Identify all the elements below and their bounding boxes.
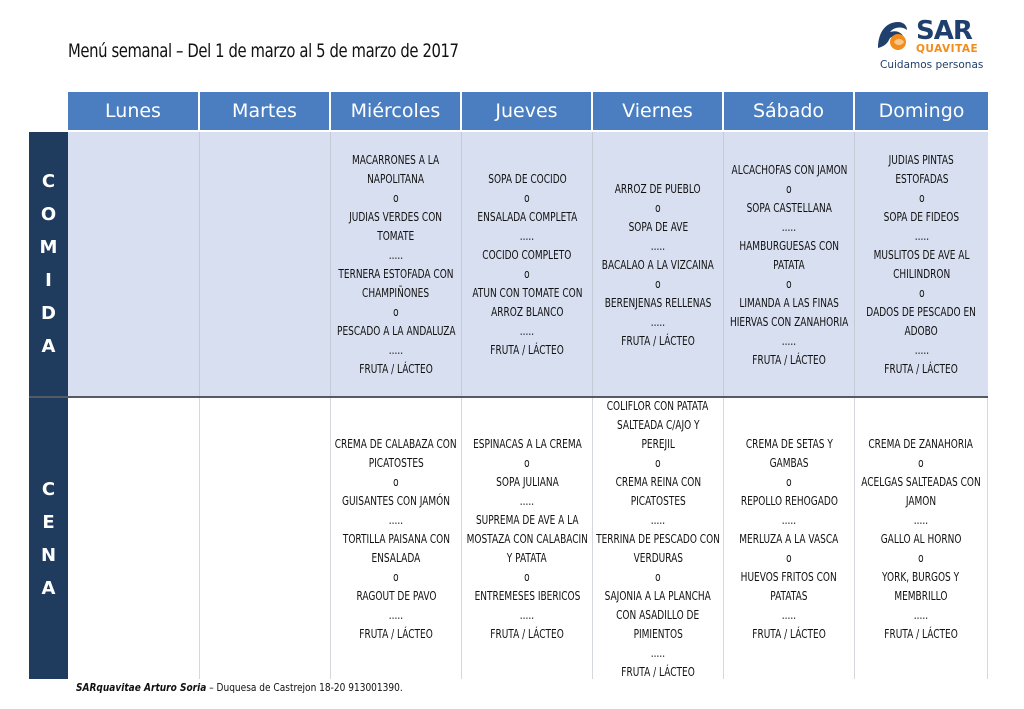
menu-line: ..... <box>781 512 797 527</box>
menu-line: PESCADO A LA ANDALUZA <box>336 323 456 338</box>
menu-line: REPOLLO REHOGADO <box>740 493 838 508</box>
cena-cell-miércoles <box>331 398 462 679</box>
menu-line: o <box>918 550 924 565</box>
menu-line: JAMON <box>905 493 937 508</box>
comida-letter: D <box>41 303 56 324</box>
cena-cell-viernes <box>593 398 724 679</box>
menu-line: ENTREMESES IBERICOS <box>474 588 580 603</box>
menu-line: LIMANDA A LAS FINAS <box>739 294 839 310</box>
comida-letter: C <box>41 171 56 192</box>
menu-line: CREMA DE CALABAZA CON <box>335 436 457 451</box>
day-header-4: Viernes <box>593 92 724 130</box>
cena-cell-sábado <box>724 398 855 679</box>
menu-line: GALLO AL HORNO <box>880 531 962 546</box>
menu-line: CHILINDRON <box>892 266 951 281</box>
menu-line: MUSLITOS DE AVE AL <box>873 247 970 262</box>
menu-line: ..... <box>388 247 404 262</box>
menu-line: JUDIAS PINTAS <box>888 152 955 167</box>
menu-line: BACALAO A LA VIZCAINA <box>601 256 715 272</box>
menu-line: o <box>393 569 399 584</box>
menu-line: ..... <box>781 218 797 234</box>
cena-cell-martes <box>200 398 331 679</box>
menu-line: SOPA JULIANA <box>495 474 559 489</box>
menu-line: FRUTA / LÁCTEO <box>490 342 564 357</box>
menu-line: ENSALADA <box>371 550 421 565</box>
menu-line: o <box>655 569 661 584</box>
day-header-6: Domingo <box>855 92 988 130</box>
menu-line: ..... <box>388 607 404 622</box>
comida-cell-martes <box>200 132 331 396</box>
menu-line: ENSALADA COMPLETA <box>477 209 577 224</box>
menu-line: GUISANTES CON JAMÓN <box>342 493 450 508</box>
menu-line: ..... <box>781 607 797 622</box>
menu-line: PICATOSTES <box>630 493 686 508</box>
menu-line: NAPOLITANA <box>367 171 425 186</box>
menu-line: COCIDO COMPLETO <box>482 247 572 262</box>
menu-line: ACELGAS SALTEADAS CON <box>861 474 981 489</box>
menu-line: o <box>524 266 530 281</box>
menu-line: FRUTA / LÁCTEO <box>752 626 826 641</box>
menu-line: o <box>786 474 792 489</box>
menu-line: TERNERA ESTOFADA CON <box>338 266 454 281</box>
menu-line: TORTILLA PAISANA CON <box>342 531 450 546</box>
menu-line: ..... <box>519 493 535 508</box>
menu-line: SOPA DE FIDEOS <box>883 209 960 224</box>
logo-wordmark: SAR <box>916 16 972 46</box>
menu-line: HUEVOS FRITOS CON <box>740 569 838 584</box>
menu-line: ESTOFADAS <box>894 171 949 186</box>
menu-line: ATUN CON TOMATE CON <box>471 285 583 300</box>
menu-line: FRUTA / LÁCTEO <box>621 664 695 679</box>
menu-line: CREMA REINA CON <box>615 474 701 489</box>
menu-line: RAGOUT DE PAVO <box>356 588 436 603</box>
comida-letter: A <box>41 336 56 357</box>
comida-cell-sábado <box>724 132 855 396</box>
menu-line: o <box>918 455 924 470</box>
menu-line: FRUTA / LÁCTEO <box>884 626 958 641</box>
menu-line: FRUTA / LÁCTEO <box>359 361 433 376</box>
menu-line: SAJONIA A LA PLANCHA <box>604 588 712 603</box>
menu-line: ESPINACAS A LA CREMA <box>472 436 582 451</box>
comida-cell-lunes <box>68 132 200 396</box>
day-header-5: Sábado <box>724 92 855 130</box>
comida-letter: M <box>39 237 58 258</box>
day-header-3: Jueves <box>462 92 593 130</box>
menu-line: DADOS DE PESCADO EN <box>866 304 977 319</box>
menu-line: FRUTA / LÁCTEO <box>359 626 433 641</box>
cena-cell-domingo <box>855 398 988 679</box>
menu-line: ARROZ BLANCO <box>490 304 564 319</box>
menu-line: ..... <box>650 512 666 527</box>
day-header-0: Lunes <box>68 92 200 130</box>
cena-letter: C <box>41 478 56 500</box>
menu-line: PICATOSTES <box>368 455 424 470</box>
menu-line: PEREJIL <box>641 436 675 451</box>
menu-line: o <box>524 190 530 205</box>
menu-line: o <box>918 190 925 205</box>
menu-line: HIERVAS CON ZANAHORIA <box>729 313 849 329</box>
comida-cell-viernes <box>593 132 724 396</box>
footer-center-name: SARquavitae Arturo Soria <box>76 681 207 694</box>
menu-line: ..... <box>650 237 666 253</box>
menu-line: ADOBO <box>904 323 939 338</box>
menu-line: CREMA DE SETAS Y <box>745 436 833 451</box>
day-header-2: Miércoles <box>331 92 462 130</box>
cena-cell-jueves <box>462 398 593 679</box>
menu-line: CHAMPIÑONES <box>362 285 430 300</box>
menu-line: ..... <box>519 607 535 622</box>
menu-line: o <box>655 455 661 470</box>
menu-line: FRUTA / LÁCTEO <box>752 351 826 367</box>
menu-line: ..... <box>388 342 404 357</box>
menu-line: PATATAS <box>770 588 808 603</box>
menu-line: ..... <box>913 512 929 527</box>
menu-line: MERLUZA A LA VASCA <box>739 531 839 546</box>
brand-logo <box>872 16 992 76</box>
comida-cell-jueves <box>462 132 593 396</box>
day-header-1: Martes <box>200 92 331 130</box>
menu-line: o <box>393 304 399 319</box>
cena-cell-lunes <box>68 398 200 679</box>
menu-line: BERENJENAS RELLENAS <box>604 294 712 310</box>
menu-line: TOMATE <box>377 228 415 243</box>
comida-letter: O <box>40 204 57 225</box>
menu-line: COLIFLOR CON PATATA <box>607 398 709 413</box>
menu-line: GAMBAS <box>769 455 809 470</box>
comida-cell-miércoles <box>331 132 462 396</box>
menu-line: o <box>393 474 399 489</box>
cena-letter: N <box>40 544 57 566</box>
menu-line: MOSTAZA CON CALABACIN <box>466 531 588 546</box>
menu-line: ..... <box>519 323 535 338</box>
menu-line: o <box>524 569 530 584</box>
menu-line: ..... <box>650 313 666 329</box>
cena-letter: E <box>42 511 55 533</box>
menu-line: o <box>393 190 399 205</box>
menu-line: ..... <box>914 228 929 243</box>
menu-line: HAMBURGUESAS CON <box>739 237 839 253</box>
cena-row <box>68 398 988 679</box>
menu-line: ..... <box>388 512 404 527</box>
comida-letter: I <box>45 270 52 291</box>
menu-line: o <box>786 550 792 565</box>
menu-line: ARROZ DE PUEBLO <box>615 180 701 196</box>
comida-cell-domingo <box>855 132 988 396</box>
cena-side-label <box>29 398 68 679</box>
menu-line: MEMBRILLO <box>894 588 948 603</box>
menu-line: SOPA DE COCIDO <box>487 171 567 186</box>
footer <box>76 681 403 694</box>
menu-line: FRUTA / LÁCTEO <box>884 361 959 376</box>
menu-line: Y PATATA <box>507 550 547 565</box>
menu-line: SOPA CASTELLANA <box>746 199 832 215</box>
page-title: Menú semanal – Del 1 de marzo al 5 de marzo de 2017 <box>68 40 459 62</box>
menu-line: FRUTA / LÁCTEO <box>621 332 695 348</box>
menu-line: o <box>655 199 661 215</box>
menu-line: YORK, BURGOS Y <box>882 569 960 584</box>
logo-subword: QUAVITAE <box>916 43 979 55</box>
menu-line: ..... <box>650 645 666 660</box>
comida-row <box>68 132 988 396</box>
menu-line: PIMIENTOS <box>633 626 683 641</box>
menu-line: MACARRONES A LA <box>352 152 440 167</box>
cena-letter: A <box>41 577 56 599</box>
menu-line: JUDIAS VERDES CON <box>349 209 443 224</box>
menu-line: CREMA DE ZANAHORIA <box>868 436 974 451</box>
menu-line: SOPA DE AVE <box>628 218 688 234</box>
menu-line: PATATA <box>773 256 805 272</box>
logo-tagline: Cuidamos personas <box>880 59 984 71</box>
menu-line: o <box>918 285 925 300</box>
menu-line: o <box>786 275 792 291</box>
menu-line: VERDURAS <box>633 550 683 565</box>
menu-line: o <box>786 180 792 196</box>
menu-line: o <box>524 455 530 470</box>
menu-line: CON ASADILLO DE <box>616 607 700 622</box>
menu-line: ..... <box>781 332 797 348</box>
menu-line: o <box>655 275 661 291</box>
footer-address: – Duquesa de Castrejon 18-20 913001390. <box>206 681 403 694</box>
menu-line: ..... <box>913 607 929 622</box>
menu-line: SUPREMA DE AVE A LA <box>475 512 579 527</box>
menu-line: TERRINA DE PESCADO CON <box>596 531 720 546</box>
menu-line: FRUTA / LÁCTEO <box>490 626 564 641</box>
menu-line: ..... <box>914 342 929 357</box>
menu-line: ALCACHOFAS CON JAMON <box>731 161 847 177</box>
weekday-header-row <box>68 92 988 130</box>
comida-side-label <box>29 132 68 396</box>
menu-line: SALTEADA C/AJO Y <box>616 417 700 432</box>
menu-line: ..... <box>519 228 535 243</box>
sarquavitae-logo-icon <box>874 18 910 54</box>
